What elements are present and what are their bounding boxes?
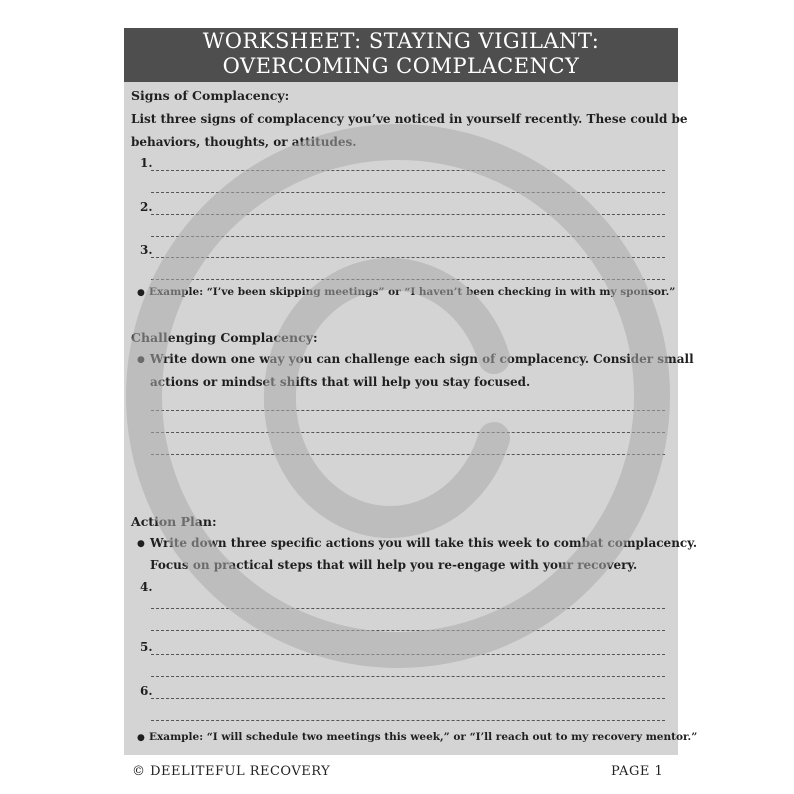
- answer-line[interactable]: [151, 236, 665, 237]
- worksheet-sheet: [124, 28, 698, 755]
- answer-line[interactable]: [151, 698, 665, 699]
- bullet-icon: ●: [137, 539, 145, 549]
- answer-line[interactable]: [151, 720, 665, 721]
- section3-bullet-line1: Write down three specific actions you will take this week to combat complacency.: [150, 536, 697, 550]
- answer-line[interactable]: [151, 454, 665, 455]
- item-number-4: 4.: [140, 580, 153, 594]
- footer-page-number: PAGE 1: [611, 764, 664, 779]
- item-number-2: 2.: [140, 200, 153, 214]
- section2-bullet-line1: Write down one way you can challenge each sign of complacency. Consider small: [150, 352, 694, 366]
- bullet-icon: ●: [137, 355, 145, 365]
- section-heading-action-plan: Action Plan:: [131, 514, 217, 529]
- item-number-3: 3.: [140, 243, 153, 257]
- answer-line[interactable]: [151, 432, 665, 433]
- item-number-1: 1.: [140, 156, 153, 170]
- item-number-5: 5.: [140, 640, 153, 654]
- section3-bullet-line2: Focus on practical steps that will help you re-engage with your recovery.: [150, 558, 638, 572]
- answer-line[interactable]: [151, 279, 665, 280]
- answer-line[interactable]: [151, 410, 665, 411]
- answer-line[interactable]: [151, 676, 665, 677]
- item-number-6: 6.: [140, 684, 153, 698]
- answer-line[interactable]: [151, 170, 665, 171]
- section-heading-signs: Signs of Complacency:: [131, 88, 290, 103]
- section3-example: Example: “I will schedule two meetings this week,” or “I’ll reach out to my recovery mentor.”: [149, 731, 698, 743]
- bullet-icon: ●: [137, 288, 145, 298]
- footer-copyright: © DEELITEFUL RECOVERY: [132, 764, 331, 779]
- answer-line[interactable]: [151, 608, 665, 609]
- title-line-2: OVERCOMING COMPLACENCY: [222, 54, 580, 78]
- bullet-icon: ●: [137, 733, 145, 743]
- answer-line[interactable]: [151, 192, 665, 193]
- answer-line[interactable]: [151, 257, 665, 258]
- section1-intro-line2: behaviors, thoughts, or attitudes.: [131, 135, 357, 149]
- answer-line[interactable]: [151, 654, 665, 655]
- section-heading-challenging: Challenging Complacency:: [131, 330, 318, 345]
- answer-line[interactable]: [151, 214, 665, 215]
- worksheet-header: [124, 28, 678, 82]
- answer-line[interactable]: [151, 630, 665, 631]
- title-line-1: WORKSHEET: STAYING VIGILANT:: [202, 29, 600, 53]
- section1-intro-line1: List three signs of complacency you’ve noticed in yourself recently. These could be: [131, 112, 688, 126]
- section1-example: Example: “I’ve been skipping meetings” or “I haven’t been checking in with my sponsor.”: [149, 286, 676, 298]
- section2-bullet-line2: actions or mindset shifts that will help you stay focused.: [150, 375, 531, 389]
